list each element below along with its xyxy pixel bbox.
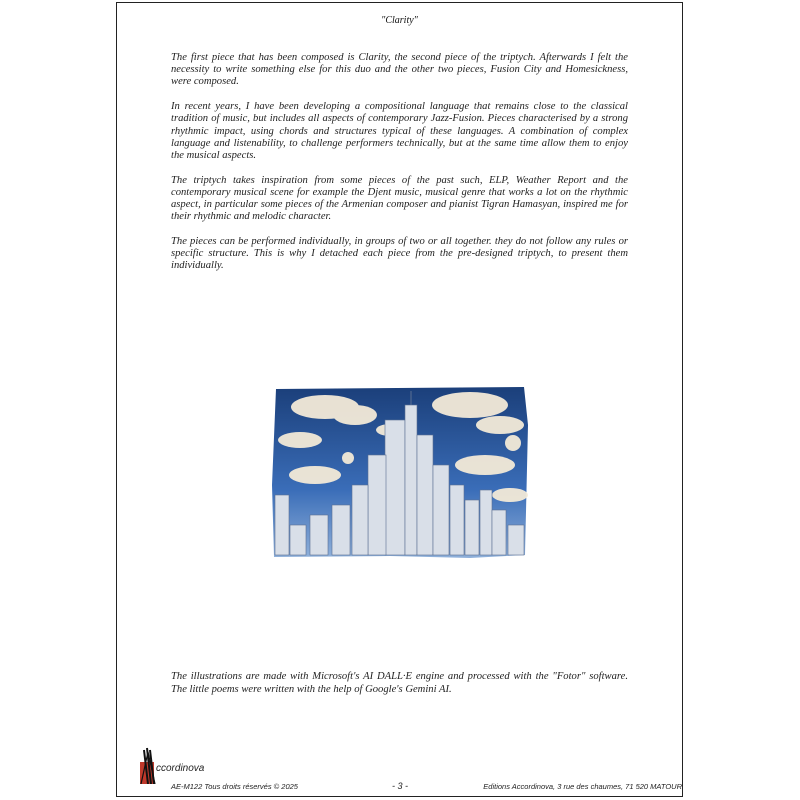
paragraph: The pieces can be performed individually, in groups of two or all together. they do not follow any rules or specific structure. This is why I detached each piece from the pre-designed triptych, to present them individually. <box>171 235 628 272</box>
footer-copyright: AE-M122 Tous droits réservés © 2025 <box>171 782 298 791</box>
page-number: - 3 - <box>391 781 408 791</box>
paragraph: In recent years, I have been developing a compositional language that remains close to the classical tradition of music, but includes all aspects of contemporary Jazz-Fusion. Pieces characterised by a strong rhythmic impact, using chords and structures typical of these languages. A combination of complex language and listenability, to challenge performers technically, but at the same time allow them to enjoy the musical aspects. <box>171 101 628 161</box>
city-illustration <box>270 385 530 560</box>
logo-text: ccordinova <box>156 763 205 774</box>
illustration-credit-note: The illustrations are made with Microsoft's AI DALL·E engine and processed with the "Fotor" software. The little poems were written with the help of Google's Gemini AI. <box>171 671 628 695</box>
footer-publisher-address: Editions Accordinova, 3 rue des chaumes, 71 520 MATOUR <box>483 782 682 791</box>
body-text <box>171 52 628 285</box>
page-header-title: "Clarity" <box>381 15 418 26</box>
paragraph: The first piece that has been composed is Clarity, the second piece of the triptych. Afterwards I felt the necessity to write something else for this duo and the other two pieces, Fusion City and Homesickness, were composed. <box>171 52 628 88</box>
paragraph: The triptych takes inspiration from some pieces of the past such, ELP, Weather Report and the contemporary musical scene for example the Djent music, musical genre that works a lot on the rhythmic aspect, in particular some pieces of the Armenian composer and pianist Tigran Hamasyan, inspired me for their rhythmic and melodic character. <box>171 174 628 223</box>
